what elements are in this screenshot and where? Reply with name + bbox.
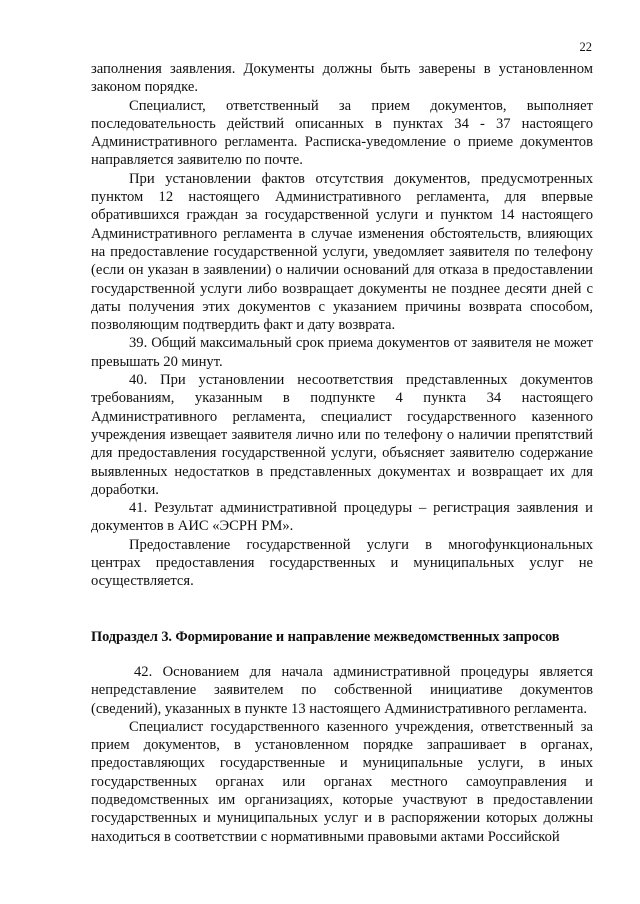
paragraph-missing-documents: При установлении фактов отсутствия документов, предусмотренных пунктом 12 настоящего Административного регламента, для впервые обратившихся граждан за государственной услуги и пунктом 14 настоящего Административного регламента в случае изменения обстоятельств, влияющих на предоставление государственной услуги, уведомляет заявителя по телефону (если он указан в заявлении) о наличии оснований для отказа в предоставлении государственной услуги либо возвращает документы не позднее десяти дней с даты получения этих документов с указанием причины возврата способом, позволяющим подтвердить факт и дату возврата. <box>91 170 593 334</box>
page-number: 22 <box>579 40 592 54</box>
document-body <box>91 60 593 846</box>
section-heading: Подраздел 3. Формирование и направление межведомственных запросов <box>91 628 560 645</box>
paragraph-39: 39. Общий максимальный срок приема документов от заявителя не может превышать 20 минут. <box>91 335 593 370</box>
paragraph-mfc: Предоставление государственной услуги в многофункциональных центрах предоставления государственных и муниципальных услуг не осуществляется. <box>91 536 593 590</box>
paragraph-40: 40. При установлении несоответствия представленных документов требованиям, указанным в подпункте 4 пункта 34 настоящего Административного регламента, специалист государственного казенного учреждения извещает заявителя лично или по телефону о наличии препятствий для предоставления государственной услуги, объясняет заявителю содержание выявленных недостатков в представленных документах и возвращает их для доработки. <box>91 372 593 498</box>
paragraph-41: 41. Результат административной процедуры – регистрация заявления и документов в АИС «ЭСРН РМ». <box>91 500 593 535</box>
paragraph-continuation: заполнения заявления. Документы должны быть заверены в установленном законом порядке. <box>91 61 593 96</box>
paragraph-interagency-requests: Специалист государственного казенного учреждения, ответственный за прием документов, в установленном порядке запрашивает в органах, предоставляющих государственные и муниципальные услуги, в иных государственных органах или органах местного самоуправления и подведомственных им организациях, которые участвуют в предоставлении государственных и муниципальных услуг и в распоряжении которых должны находиться в соответствии с нормативными правовыми актами Российской <box>91 718 593 845</box>
section-spacer <box>91 591 593 609</box>
paragraph-specialist-actions: Специалист, ответственный за прием документов, выполняет последовательность действий описанных в пунктах 34 - 37 настоящего Административного регламента. Расписка-уведомление о приеме документов направляется заявителю по почте. <box>91 97 593 169</box>
paragraph-42: 42. Основанием для начала административной процедуры является непредставление заявителем по собственной инициативе документов (сведений), указанных в пункте 13 настоящего Административного регламента. <box>91 663 593 717</box>
